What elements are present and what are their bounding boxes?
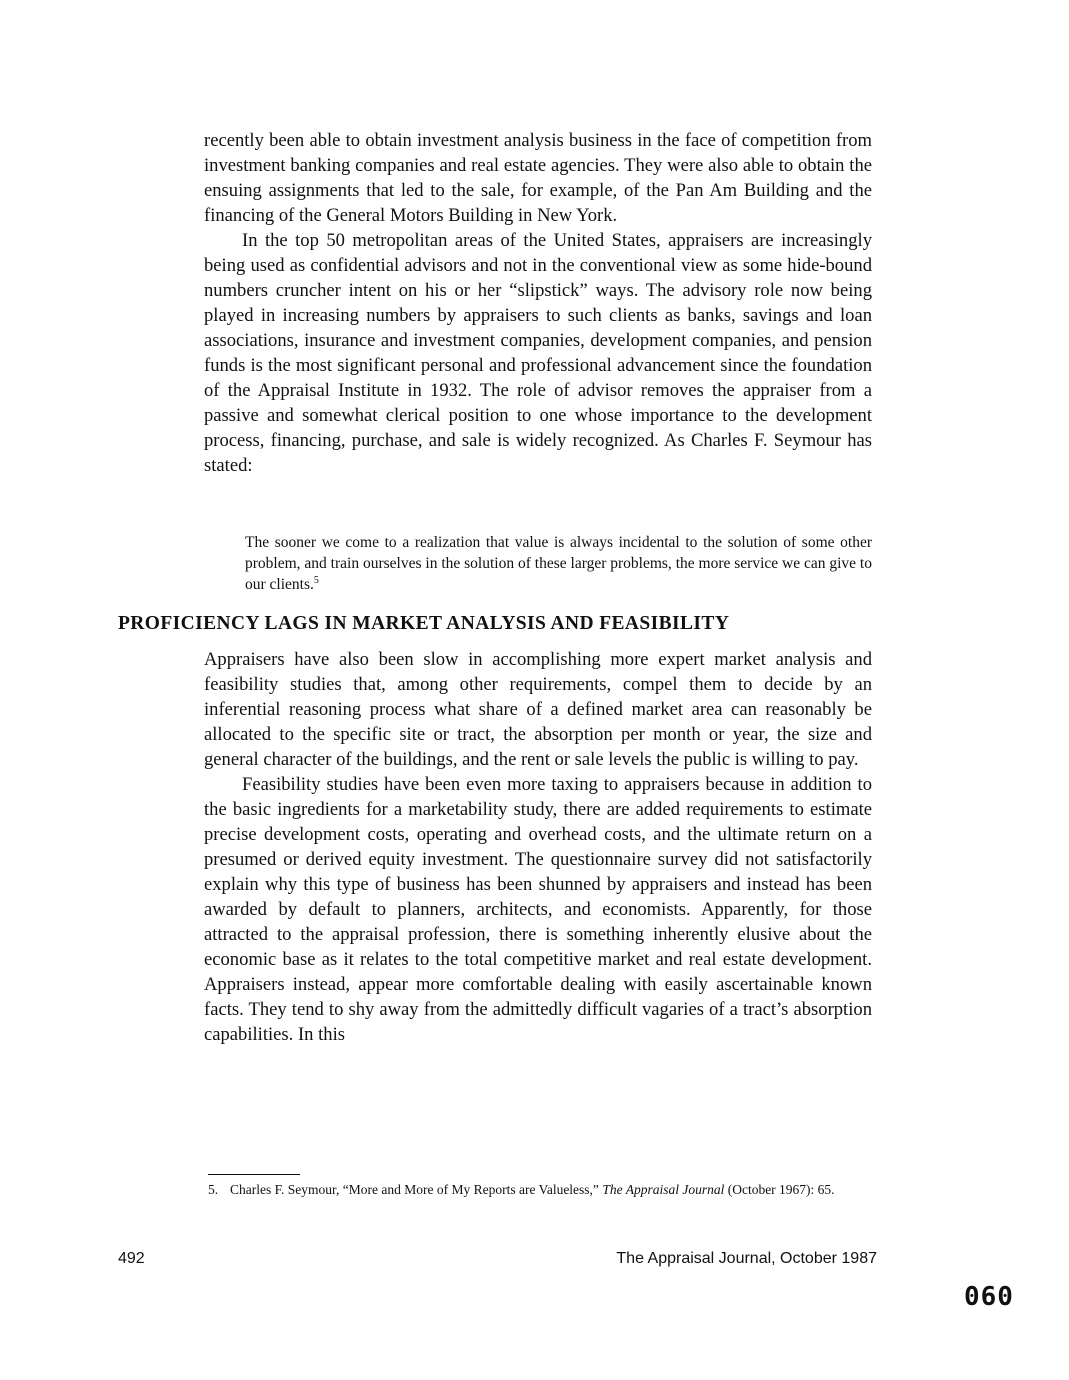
page-number: 492 — [118, 1250, 145, 1267]
footnote — [208, 1181, 880, 1199]
footnote-marker: 5 — [313, 574, 319, 586]
footnote-divider — [208, 1174, 300, 1175]
paragraph-market-analysis: Appraisers have also been slow in accomplishing more expert market analysis and feasibility studies that, among other requirements, compel them to decide by an inferential reasoning process what share of a defined market area can reasonably be allocated to the specific site or tract, the absorption per month or year, the size and general character of the buildings, and the rent or sale levels the public is willing to pay. — [204, 649, 872, 770]
block-quote — [245, 532, 872, 595]
footnote-number: 5. — [208, 1182, 219, 1197]
paragraph-feasibility: Feasibility studies have been even more taxing to appraisers because in addition to the basic ingredients for a marketability study, there are added requirements to estimate precise development costs, operating and overhead costs, and the ultimate return on a presumed or derived equity investment. The questionnaire survey did not satisfactorily explain why this type of business has been shunned by appraisers and instead has been awarded by default to planners, architects, and economists. Apparently, for those attracted to the appraisal profession, there is something inherently elusive about the economic base as it relates to the total competitive market and real estate development. Appraisers instead, appear more comfortable dealing with easily ascertainable known facts. They tend to shy away from the admittedly difficult vagaries of a tract’s absorption capabilities. In this — [204, 774, 872, 1045]
section-heading: PROFICIENCY LAGS IN MARKET ANALYSIS AND FEASIBILITY — [118, 613, 730, 634]
archive-stamp: 060 — [964, 1282, 1014, 1312]
main-text-upper — [204, 128, 872, 478]
journal-issue: The Appraisal Journal, October 1987 — [616, 1250, 877, 1267]
footnote-journal-title: The Appraisal Journal — [602, 1182, 725, 1197]
paragraph-continuation: recently been able to obtain investment analysis business in the face of competition from investment banking companies and real estate agencies. They were also able to obtain the ensuing assignments that led to the sale, for example, of the Pan Am Building and the financing of the General Motors Building in New York. — [204, 130, 872, 226]
quote-text: The sooner we come to a realization that value is always incidental to the solution of some other problem, and train ourselves in the solution of these larger problems, the more service we can give to our clients. — [245, 534, 872, 593]
footnote-text-before: Charles F. Seymour, “More and More of My Reports are Valueless,” — [230, 1182, 603, 1197]
paragraph-advisors: In the top 50 metropolitan areas of the United States, appraisers are increasingly being used as confidential advisors and not in the conventional view as some hide-bound numbers cruncher intent on his or her “slipstick” ways. The advisory role now being played in increasing numbers by appraisers to such clients as banks, savings and loan associations, insurance and investment companies, development companies, and pension funds is the most significant personal and professional advancement since the foundation of the Appraisal Institute in 1932. The role of advisor removes the appraiser from a passive and somewhat clerical position to one whose importance to the development process, financing, purchase, and sale is widely recognized. As Charles F. Seymour has stated: — [204, 230, 872, 476]
footnote-text-after: (October 1967): 65. — [724, 1182, 835, 1197]
main-text-lower — [204, 647, 872, 1047]
